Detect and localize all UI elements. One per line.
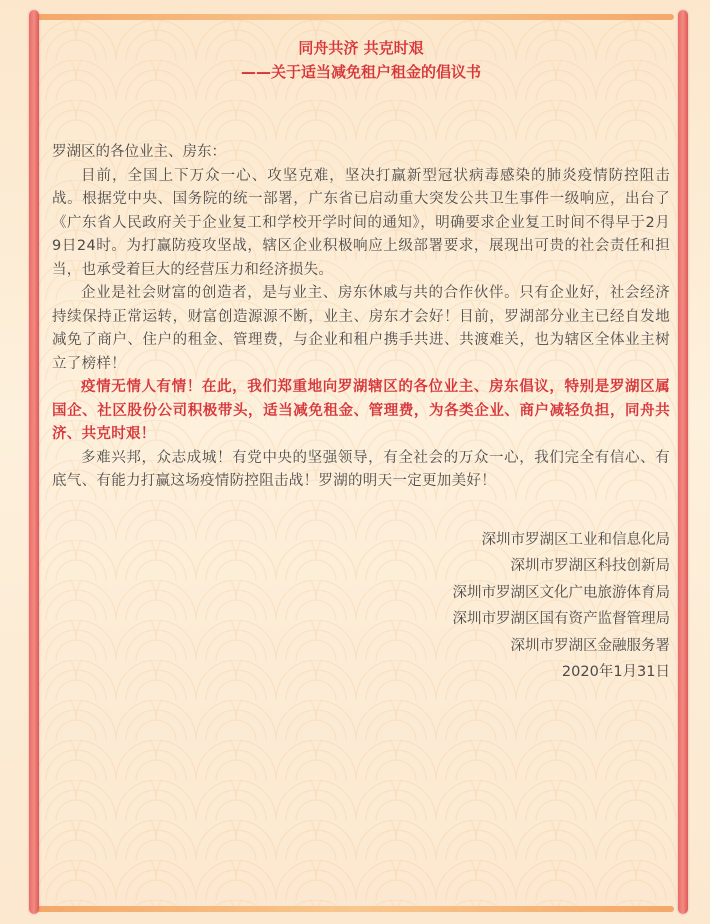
signature-line: 深圳市罗湖区文化广电旅游体育局	[452, 584, 670, 601]
left-scroll-bar-decoration	[29, 10, 39, 914]
paragraph-2: 企业是社会财富的创造者，是与业主、房东休戚与共的合作伙伴。只有企业好，社会经济持续保持正常运转，财富创造源源不断，业主、房东才会好！目前，罗湖部分业主已经自发地减免了商户、住户的租金、管理费，与企业和租户携手共进、共渡难关，也为辖区全体业主树立了榜样！	[52, 285, 670, 372]
paragraph-3-highlight: 疫情无情人有情！在此，我们郑重地向罗湖辖区的各位业主、房东倡议，特别是罗湖区属国企、社区股份公司积极带头，适当减免租金、管理费，为各类企业、商户减轻负担，同舟共济、共克时艰！	[52, 379, 670, 442]
title-line-1: 同舟共济 共克时艰	[298, 39, 424, 57]
signature-line: 深圳市罗湖区金融服务署	[510, 637, 670, 654]
title-block	[52, 36, 670, 84]
letter-content	[52, 36, 670, 686]
paragraph-1: 目前，全国上下万众一心、攻坚克难，坚决打赢新型冠状病毒感染的肺炎疫情防控阻击战。根据党中央、国务院的统一部署，广东省已启动重大突发公共卫生事件一级响应，出台了《广东省人民政府关于企业复工和学校开学时间的通知》，明确要求企业复工时间不得早于2月9日24时。为打赢防疫攻坚战，辖区企业积极响应上级部署要求，展现出可贵的社会责任和担当，也承受着巨大的经营压力和经济损失。	[52, 167, 670, 278]
date: 2020年1月31日	[561, 664, 670, 680]
bottom-border-line	[36, 906, 674, 912]
right-scroll-bar-decoration	[678, 10, 688, 914]
salutation: 罗湖区的各位业主、房东：	[52, 144, 226, 160]
top-border-line	[36, 14, 674, 20]
paragraph-4: 多难兴邦，众志成城！有党中央的坚强领导，有全社会的万众一心，我们完全有信心、有底气、有能力打赢这场疫情防控阻击战！罗湖的明天一定更加美好！	[52, 449, 670, 489]
title-line-2: ——关于适当减免租户租金的倡议书	[240, 63, 481, 81]
signature-line: 深圳市罗湖区科技创新局	[510, 558, 670, 574]
signature-line: 深圳市罗湖区国有资产监督管理局	[452, 611, 670, 627]
signature-block	[52, 527, 670, 686]
signature-line: 深圳市罗湖区工业和信息化局	[481, 531, 670, 548]
